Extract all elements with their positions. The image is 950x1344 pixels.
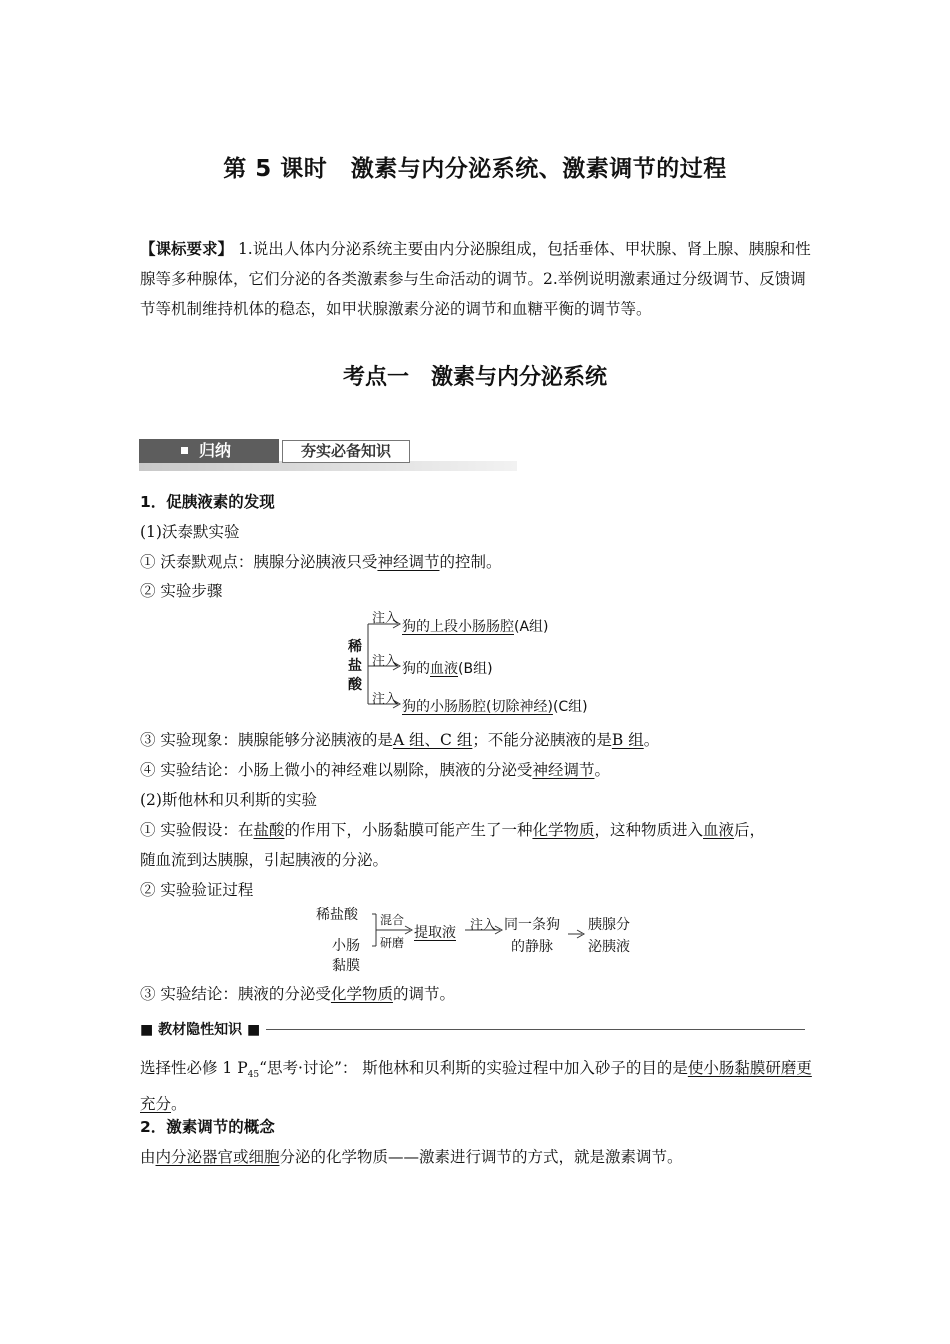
experiment-diagram-1 xyxy=(340,604,640,722)
requirements-text: 1.说出人体内分泌系统主要由内分泌腺组成，包括垂体、甲状腺、肾上腺、胰腺和性腺等多种腺体，它们分泌的各类激素参与生命活动的调节。2.举例说明激素通过分级调节、反馈调节等机制维持机体的稳态，如甲状腺激素分泌的调节和血糖平衡的调节等。 xyxy=(140,240,811,318)
banner-dark-label: 归纳 xyxy=(199,441,232,460)
answer-blank: 盐酸 xyxy=(253,821,285,839)
sub-heading-2: (2)斯他林和贝利斯的实验 xyxy=(140,791,317,809)
banner-light-label: 夯实必备知识 xyxy=(282,440,410,463)
inject-label: 注入 xyxy=(372,611,399,626)
text-line: ③ 实验现象：胰腺能够分泌胰液的是A 组、C 组；不能分泌胰液的是B 组。 xyxy=(140,731,660,749)
hidden-knowledge-bar xyxy=(140,1019,805,1039)
answer-blank: 化学物质 xyxy=(532,821,595,839)
experiment-diagram-2 xyxy=(310,902,650,976)
text-line: ① 实验假设：在盐酸的作用下，小肠黏膜可能产生了一种化学物质，这种物质进入血液后， xyxy=(140,821,766,839)
heading-1: 1．促胰液素的发现 xyxy=(140,493,275,511)
answer-blank: 血液 xyxy=(703,821,735,839)
section-title: 考点一 激素与内分泌系统 xyxy=(342,365,607,390)
inject-label: 注入 xyxy=(372,692,399,707)
group-a: 狗的上段小肠肠腔(A组) xyxy=(402,619,549,635)
text-line: ② 实验步骤 xyxy=(140,582,223,600)
inject-label: 注入 xyxy=(372,654,399,669)
answer-blank: 神经调节 xyxy=(532,761,595,779)
result-label: 胰腺分 泌胰液 xyxy=(588,917,630,955)
hidden-knowledge-label: ■ 教材隐性知识 ■ xyxy=(140,1019,266,1039)
text-line: ③ 实验结论：胰液的分泌受化学物质的调节。 xyxy=(140,985,455,1003)
text-line: ④ 实验结论：小肠上微小的神经难以剔除，胰液的分泌受神经调节。 xyxy=(140,761,610,779)
text-line: ① 沃泰默观点：胰腺分泌胰液只受神经调节的控制。 xyxy=(140,553,502,571)
answer-blank: 神经调节 xyxy=(377,553,440,571)
inject-label: 注入 xyxy=(470,918,497,933)
answer-blank: B 组 xyxy=(611,731,644,749)
text-line: ② 实验验证过程 xyxy=(140,881,254,899)
vein-label: 同一条狗 的静脉 xyxy=(504,917,560,955)
text-line: 随血流到达胰腺，引起胰液的分泌。 xyxy=(140,851,389,869)
acid-label: 稀盐酸 xyxy=(316,907,358,923)
page-title: 第 5 课时 激素与内分泌系统、激素调节的过程 xyxy=(223,156,727,182)
answer-blank: 使小肠黏膜研磨更充分 xyxy=(140,1059,812,1114)
requirements-label: 【课标要求】 xyxy=(140,240,234,258)
mucosa-label: 小肠 黏膜 xyxy=(332,938,360,974)
extract-label: 提取液 xyxy=(414,925,456,941)
curriculum-requirements xyxy=(140,234,812,324)
section-banner xyxy=(139,439,517,471)
mix-label: 混合 xyxy=(380,913,405,927)
answer-blank: 化学物质 xyxy=(330,985,393,1003)
answer-blank: 内分泌器官或细胞 xyxy=(155,1148,280,1166)
diagram-label-acid: 稀 盐 酸 xyxy=(348,639,362,693)
grind-label: 研磨 xyxy=(380,936,405,950)
answer-blank: A 组、C 组 xyxy=(392,731,473,749)
hidden-knowledge-note: 选择性必修 1 $P_{45}“$思考·讨论”： 斯他林和贝利斯的实验过程中加入砂子的目的是使小肠黏膜研磨更充分。 xyxy=(140,1059,812,1114)
sub-heading-1: (1)沃泰默实验 xyxy=(140,523,240,541)
square-bullet-icon xyxy=(181,447,188,454)
heading-2: 2．激素调节的概念 xyxy=(140,1118,275,1136)
banner-dark-tab xyxy=(139,439,279,463)
text-line: 由内分泌器官或细胞分泌的化学物质——激素进行调节的方式，就是激素调节。 xyxy=(140,1148,683,1166)
group-c: 狗的小肠肠腔(切除神经)(C组) xyxy=(402,699,588,715)
group-b: 狗的血液(B组) xyxy=(402,661,493,677)
